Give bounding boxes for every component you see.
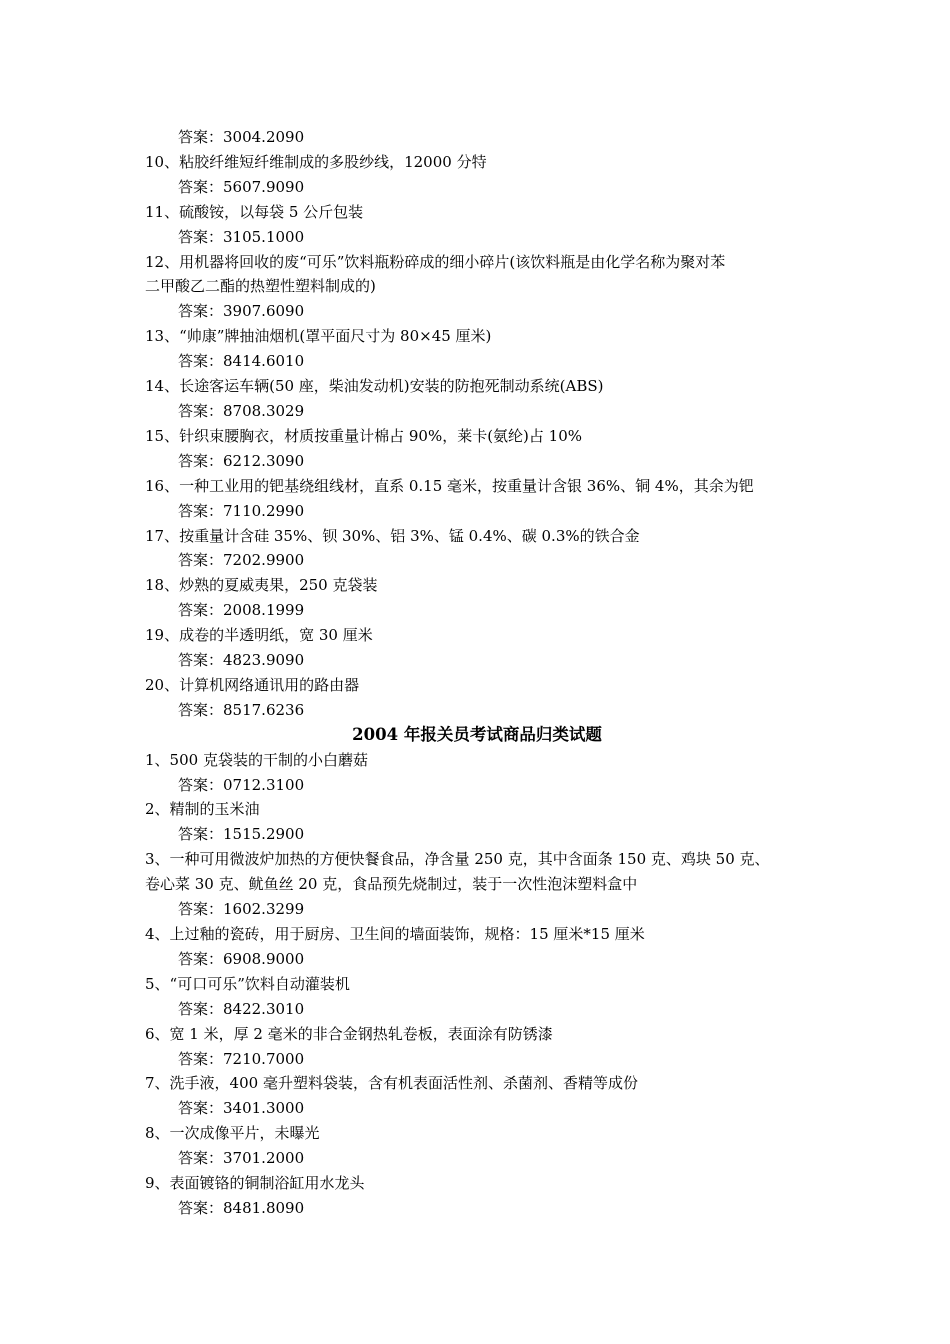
question-line: 11、硫酸铵，以每袋 5 公斤包装 [145,202,364,221]
answer-line: 答案：8481.8090 [178,1198,305,1217]
question-line: 14、长途客运车辆(50 座，柴油发动机)安装的防抱死制动系统(ABS) [145,377,604,396]
answer-line: 答案：8517.6236 [178,700,305,719]
question-line: 10、粘胶纤维短纤维制成的多股纱线，12000 分特 [145,152,487,171]
question-line: 18、炒熟的夏威夷果，250 克袋装 [145,576,378,595]
answer-line: 答案：7202.9900 [178,551,305,570]
answer-line: 答案：6908.9000 [178,949,305,968]
answer-line: 答案：8414.6010 [178,352,305,371]
answer-line: 答案：3105.1000 [178,227,305,246]
answer-line: 答案：5607.9090 [178,177,305,196]
question-line: 19、成卷的半透明纸，宽 30 厘米 [145,626,373,645]
question-line: 4、上过釉的瓷砖，用于厨房、卫生间的墙面装饰，规格：15 厘米*15 厘米 [145,925,645,943]
question-line: 3、一种可用微波炉加热的方便快餐食品，净含量 250 克，其中含面条 150 克、鸡块 50 克、 [145,850,770,869]
question-line: 20、计算机网络通讯用的路由器 [145,675,360,694]
answer-line: 答案：0712.3100 [178,775,305,794]
answer-line: 答案：3701.2000 [178,1149,305,1168]
answer-line: 答案：8422.3010 [178,999,305,1018]
question-continuation-line: 卷心菜 30 克、鱿鱼丝 20 克，食品预先烧制过，装于一次性泡沫塑料盒中 [145,875,638,894]
answer-line: 答案：4823.9090 [178,651,305,670]
answer-line: 答案：1602.3299 [178,900,305,919]
answer-line: 答案：1515.2900 [178,825,305,844]
question-line: 15、针织束腰胸衣，材质按重量计棉占 90%，莱卡(氨纶)占 10% [145,426,583,445]
answer-line: 答案：7210.7000 [178,1049,305,1068]
question-line: 7、洗手液，400 毫升塑料袋装，含有机表面活性剂、杀菌剂、香精等成份 [145,1074,638,1093]
question-line: 6、宽 1 米，厚 2 毫米的非合金钢热轧卷板，表面涂有防锈漆 [145,1024,553,1043]
answer-line: 答案：2008.1999 [178,601,305,620]
answer-line: 答案：8708.3029 [178,401,305,420]
answer-line: 答案：6212.3090 [178,451,305,470]
question-line: 13、“帅康”牌抽油烟机(罩平面尺寸为 80×45 厘米) [145,327,492,346]
answer-line: 答案：7110.2990 [178,501,305,520]
question-line: 17、按重量计含硅 35%、钡 30%、铝 3%、锰 0.4%、碳 0.3%的铁合金 [145,526,640,545]
question-line: 9、表面镀铬的铜制浴缸用水龙头 [145,1174,365,1193]
question-line: 2、精制的玉米油 [145,800,260,819]
question-line: 8、一次成像平片，未曝光 [145,1124,320,1143]
section-heading: 2004 年报关员考试商品归类试题 [352,724,602,744]
question-line: 12、用机器将回收的废“可乐”饮料瓶粉碎成的细小碎片(该饮料瓶是由化学名称为聚对苯 [145,252,726,271]
answer-line: 答案：3907.6090 [178,302,305,321]
question-line: 5、“可口可乐”饮料自动灌装机 [145,974,350,993]
document-body [145,125,825,1221]
question-line: 1、500 克袋装的干制的小白蘑菇 [145,750,368,769]
question-line: 16、一种工业用的钯基绕组线材，直系 0.15 毫米，按重量计含银 36%、铜 4%，其余为钯 [145,476,754,495]
answer-line: 答案：3004.2090 [178,128,305,146]
question-continuation-line: 二甲酸乙二酯的热塑性塑料制成的) [145,277,376,296]
answer-line: 答案：3401.3000 [178,1099,305,1118]
